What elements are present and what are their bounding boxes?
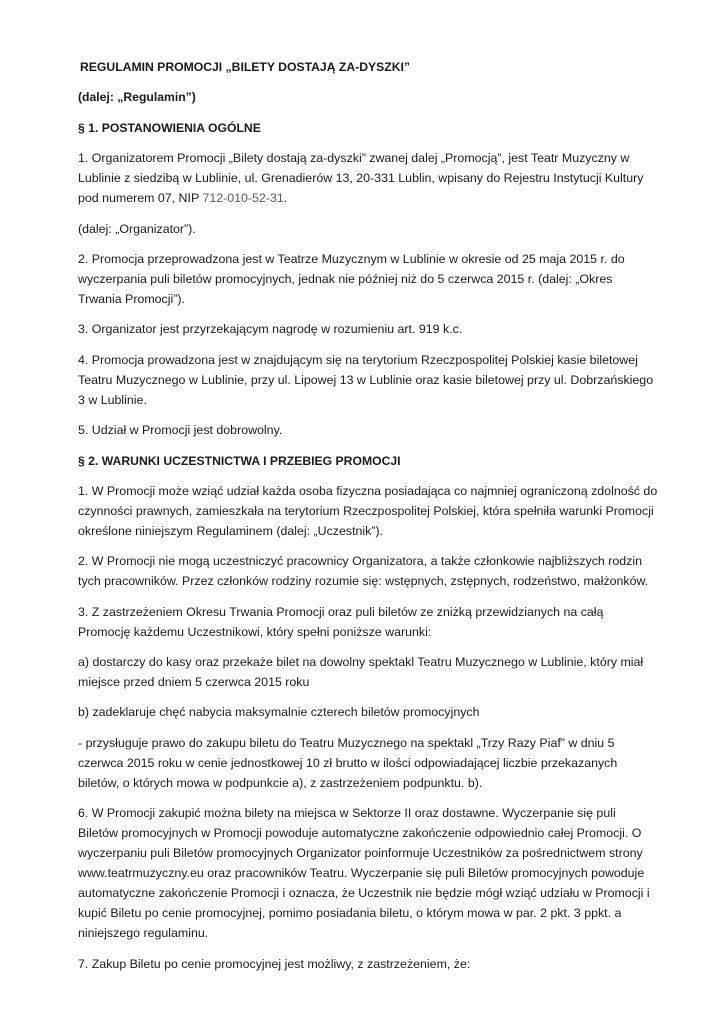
section-2-paragraph-7: 7. Zakup Biletu po cenie promocyjnej jest możliwy, z zastrzeżeniem, że: xyxy=(78,956,471,971)
section-1-paragraph-1-end: . xyxy=(283,191,288,206)
section-1-paragraph-3: 3. Organizator jest przyrzekającym nagrodę w rozumieniu art. 919 k.c. xyxy=(78,322,463,337)
document-title: REGULAMIN PROMOCJI „BILETY DOSTAJĄ ZA-DYSZKI” xyxy=(80,60,410,74)
section-1-paragraph-5: 5. Udział w Promocji jest dobrowolny. xyxy=(78,423,283,438)
section-1-paragraph-1 xyxy=(78,148,658,208)
section-2-paragraph-6: 6. W Promocji zakupić można bilety na miejsca w Sektorze II oraz dostawne. Wyczerpanie się puli Biletów promocyjnych w Promocji powoduje automatyczne zakończenie odpowiednio całej Promocji. O wyczerpaniu puli Biletów promocyjnych Organizator poinformuje Uczestników za pośrednictwem strony www.teatrmuzyczny.eu oraz pracowników Teatru. Wyczerpanie się puli Biletów promocyjnych powoduje automatyczne zakończenie Promocji i oznacza, że Uczestnik nie będzie mógł wziąć udziału w Promocji i kupić Biletu po cenie promocyjnej, pomimo posiadania biletu, o którym mowa w par. 2 pkt. 3 ppkt. a niniejszego regulaminu. xyxy=(78,806,650,941)
section-2-entitlement: - przysługuje prawo do zakupu biletu do Teatru Muzycznego na spektakl „Trzy Razy Piaf” w dniu 5 czerwca 2015 roku w cenie jednostkowej 10 zł brutto w ilości odpowiadającej liczbie przekazanych biletów, o których mowa w podpunkcie a), z zastrzeżeniem podpunktu. b). xyxy=(78,735,618,790)
section-2-paragraph-3: 3. Z zastrzeżeniem Okresu Trwania Promocji oraz puli biletów ze zniżką przewidzianych na całą Promocję każdemu Uczestnikowi, który spełni poniższe warunki: xyxy=(78,604,604,639)
section-1-paragraph-4: 4. Promocja prowadzona jest w znajdującym się na terytorium Rzeczpospolitej Polskiej kasie biletowej Teatru Muzycznego w Lublinie, przy ul. Lipowej 13 w Lublinie oraz kasie biletowej przy ul. Dobrzańskiego 3 w Lublinie. xyxy=(78,352,654,407)
section-2-paragraph-2: 2. W Promocji nie mogą uczestniczyć pracownicy Organizatora, a także członkowie najbliższych rodzin tych pracowników. Przez członków rodziny rozumie się: wstępnych, zstępnych, rodzeństwo, małżonków. xyxy=(78,554,649,589)
section-1-paragraph-2: 2. Promocja przeprowadzona jest w Teatrze Muzycznym w Lublinie w okresie od 25 maja 2015 r. do wyczerpania puli biletów promocyjnych, jednak nie później niż do 5 czerwca 2015 r. (dalej: „Okres Trwania Promocji”). xyxy=(78,251,625,306)
section-1-heading: § 1. POSTANOWIENIA OGÓLNE xyxy=(78,120,261,135)
section-1-paragraph-1-text: 1. Organizatorem Promocji „Bilety dostają za-dyszki” zwanej dalej „Promocją”, jest Teatr Muzyczny w Lublinie z siedzibą w Lublinie, ul. Grenadierów 13, 20-331 Lublin, wpisany do Rejestru Instytucji Kultury pod numerem 07, NIP xyxy=(78,151,644,206)
section-2-item-b: b) zadeklaruje chęć nabycia maksymalnie czterech biletów promocyjnych xyxy=(78,705,480,720)
organizer-definition: (dalej: „Organizator”). xyxy=(78,221,196,236)
section-2-heading: § 2. WARUNKI UCZESTNICTWA I PRZEBIEG PROMOCJI xyxy=(78,453,401,468)
section-2-item-a: a) dostarczy do kasy oraz przekaże bilet na dowolny spektakl Teatru Muzycznego w Lublinie, który miał miejsce przed dniem 5 czerwca 2015 roku xyxy=(78,655,644,690)
document-page xyxy=(78,57,658,984)
nip-number: 712-010-52-31 xyxy=(202,191,284,206)
document-subtitle: (dalej: „Regulamin”) xyxy=(78,90,196,105)
section-2-paragraph-1: 1. W Promocji może wziąć udział każda osoba fizyczna posiadająca co najmniej ograniczoną zdolność do czynności prawnych, zamieszkała na terytorium Rzeczpospolitej Polskiej, która spełniła warunki Promocji określone niniejszym Regulaminem (dalej: „Uczestnik”). xyxy=(78,483,658,538)
